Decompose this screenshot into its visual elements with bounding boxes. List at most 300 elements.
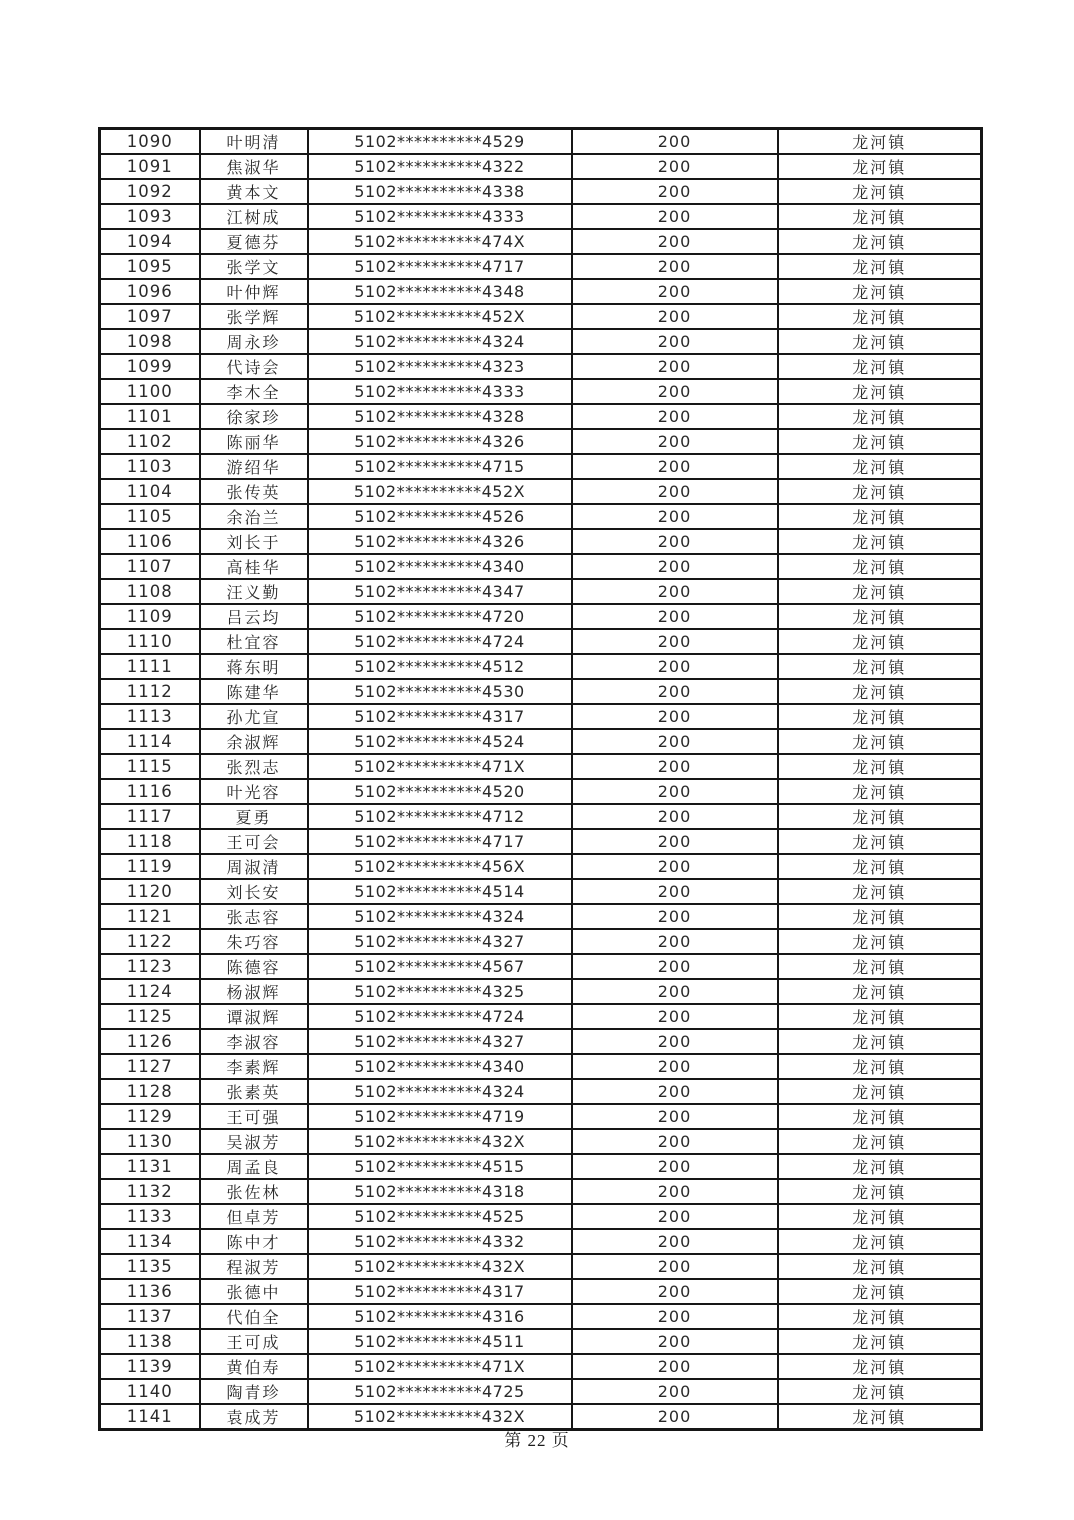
cell-name: 张学辉 (200, 304, 308, 329)
cell-serial-number: 1121 (100, 904, 200, 929)
cell-id-number: 5102**********4333 (308, 379, 572, 404)
table-row (100, 754, 982, 779)
cell-name: 杨淑辉 (200, 979, 308, 1004)
cell-id-number: 5102**********471X (308, 1354, 572, 1379)
cell-town: 龙河镇 (778, 479, 982, 504)
cell-town: 龙河镇 (778, 879, 982, 904)
cell-amount: 200 (572, 829, 778, 854)
cell-name: 黄伯寿 (200, 1354, 308, 1379)
cell-serial-number: 1098 (100, 329, 200, 354)
cell-name: 夏勇 (200, 804, 308, 829)
cell-name: 陶青珍 (200, 1379, 308, 1404)
cell-name: 周淑清 (200, 854, 308, 879)
cell-name: 余治兰 (200, 504, 308, 529)
cell-name: 王可成 (200, 1329, 308, 1354)
cell-id-number: 5102**********4328 (308, 404, 572, 429)
cell-town: 龙河镇 (778, 354, 982, 379)
cell-town: 龙河镇 (778, 954, 982, 979)
cell-name: 张素英 (200, 1079, 308, 1104)
cell-town: 龙河镇 (778, 1079, 982, 1104)
table-row (100, 429, 982, 454)
table-row (100, 879, 982, 904)
cell-serial-number: 1131 (100, 1154, 200, 1179)
cell-town: 龙河镇 (778, 1404, 982, 1430)
cell-amount: 200 (572, 554, 778, 579)
cell-town: 龙河镇 (778, 604, 982, 629)
cell-id-number: 5102**********4720 (308, 604, 572, 629)
cell-amount: 200 (572, 1079, 778, 1104)
cell-amount: 200 (572, 1254, 778, 1279)
table-row (100, 379, 982, 404)
cell-town: 龙河镇 (778, 329, 982, 354)
cell-serial-number: 1106 (100, 529, 200, 554)
cell-town: 龙河镇 (778, 129, 982, 155)
cell-amount: 200 (572, 604, 778, 629)
cell-id-number: 5102**********432X (308, 1404, 572, 1430)
cell-amount: 200 (572, 304, 778, 329)
table-row (100, 1229, 982, 1254)
cell-id-number: 5102**********4526 (308, 504, 572, 529)
cell-town: 龙河镇 (778, 1254, 982, 1279)
cell-amount: 200 (572, 779, 778, 804)
cell-amount: 200 (572, 204, 778, 229)
cell-id-number: 5102**********432X (308, 1129, 572, 1154)
table-row (100, 954, 982, 979)
cell-amount: 200 (572, 904, 778, 929)
cell-serial-number: 1102 (100, 429, 200, 454)
table-row (100, 304, 982, 329)
cell-id-number: 5102**********4338 (308, 179, 572, 204)
table-row (100, 204, 982, 229)
cell-id-number: 5102**********4529 (308, 129, 572, 155)
cell-town: 龙河镇 (778, 1379, 982, 1404)
cell-amount: 200 (572, 679, 778, 704)
cell-serial-number: 1138 (100, 1329, 200, 1354)
cell-town: 龙河镇 (778, 1229, 982, 1254)
table-row (100, 629, 982, 654)
cell-name: 刘长安 (200, 879, 308, 904)
cell-town: 龙河镇 (778, 629, 982, 654)
cell-town: 龙河镇 (778, 304, 982, 329)
cell-name: 徐家珍 (200, 404, 308, 429)
cell-town: 龙河镇 (778, 1179, 982, 1204)
cell-serial-number: 1137 (100, 1304, 200, 1329)
cell-id-number: 5102**********4525 (308, 1204, 572, 1229)
table-row (100, 1129, 982, 1154)
cell-town: 龙河镇 (778, 404, 982, 429)
cell-serial-number: 1134 (100, 1229, 200, 1254)
table-row (100, 554, 982, 579)
cell-id-number: 5102**********471X (308, 754, 572, 779)
cell-id-number: 5102**********4316 (308, 1304, 572, 1329)
table-row (100, 1179, 982, 1204)
cell-name: 代诗会 (200, 354, 308, 379)
cell-id-number: 5102**********4327 (308, 929, 572, 954)
cell-amount: 200 (572, 929, 778, 954)
cell-name: 李淑容 (200, 1029, 308, 1054)
table-row (100, 1329, 982, 1354)
cell-amount: 200 (572, 1354, 778, 1379)
cell-amount: 200 (572, 704, 778, 729)
cell-town: 龙河镇 (778, 154, 982, 179)
cell-town: 龙河镇 (778, 1304, 982, 1329)
cell-id-number: 5102**********4524 (308, 729, 572, 754)
cell-name: 黄本文 (200, 179, 308, 204)
table-row (100, 279, 982, 304)
cell-serial-number: 1110 (100, 629, 200, 654)
cell-serial-number: 1112 (100, 679, 200, 704)
cell-amount: 200 (572, 1379, 778, 1404)
cell-name: 游绍华 (200, 454, 308, 479)
cell-name: 孙尤宣 (200, 704, 308, 729)
table-row (100, 229, 982, 254)
cell-town: 龙河镇 (778, 179, 982, 204)
cell-town: 龙河镇 (778, 504, 982, 529)
table-row (100, 904, 982, 929)
cell-town: 龙河镇 (778, 1029, 982, 1054)
cell-id-number: 5102**********4715 (308, 454, 572, 479)
cell-serial-number: 1091 (100, 154, 200, 179)
cell-id-number: 5102**********474X (308, 229, 572, 254)
page-number: 第 22 页 (504, 1431, 570, 1450)
cell-town: 龙河镇 (778, 979, 982, 1004)
cell-serial-number: 1122 (100, 929, 200, 954)
cell-serial-number: 1125 (100, 1004, 200, 1029)
cell-town: 龙河镇 (778, 379, 982, 404)
table-row (100, 1054, 982, 1079)
cell-name: 高桂华 (200, 554, 308, 579)
cell-amount: 200 (572, 979, 778, 1004)
cell-town: 龙河镇 (778, 579, 982, 604)
cell-town: 龙河镇 (778, 679, 982, 704)
cell-town: 龙河镇 (778, 1329, 982, 1354)
cell-town: 龙河镇 (778, 754, 982, 779)
cell-town: 龙河镇 (778, 804, 982, 829)
table-row (100, 529, 982, 554)
table-row (100, 829, 982, 854)
cell-town: 龙河镇 (778, 729, 982, 754)
cell-town: 龙河镇 (778, 854, 982, 879)
table-row (100, 1029, 982, 1054)
cell-name: 吕云均 (200, 604, 308, 629)
cell-serial-number: 1095 (100, 254, 200, 279)
cell-amount: 200 (572, 1279, 778, 1304)
cell-serial-number: 1118 (100, 829, 200, 854)
beneficiary-table (98, 127, 983, 1431)
cell-town: 龙河镇 (778, 1354, 982, 1379)
cell-serial-number: 1096 (100, 279, 200, 304)
table-row (100, 1279, 982, 1304)
cell-name: 蒋东明 (200, 654, 308, 679)
cell-name: 张烈志 (200, 754, 308, 779)
cell-id-number: 5102**********4317 (308, 1279, 572, 1304)
cell-amount: 200 (572, 654, 778, 679)
cell-id-number: 5102**********4724 (308, 629, 572, 654)
cell-town: 龙河镇 (778, 279, 982, 304)
cell-serial-number: 1104 (100, 479, 200, 504)
cell-serial-number: 1130 (100, 1129, 200, 1154)
cell-serial-number: 1116 (100, 779, 200, 804)
cell-amount: 200 (572, 1129, 778, 1154)
cell-serial-number: 1111 (100, 654, 200, 679)
table-row (100, 579, 982, 604)
cell-serial-number: 1126 (100, 1029, 200, 1054)
cell-amount: 200 (572, 429, 778, 454)
cell-amount: 200 (572, 1104, 778, 1129)
cell-town: 龙河镇 (778, 254, 982, 279)
cell-id-number: 5102**********4725 (308, 1379, 572, 1404)
cell-name: 代伯全 (200, 1304, 308, 1329)
cell-name: 王可会 (200, 829, 308, 854)
table-row (100, 1004, 982, 1029)
cell-amount: 200 (572, 404, 778, 429)
cell-serial-number: 1090 (100, 129, 200, 155)
cell-name: 周孟良 (200, 1154, 308, 1179)
table-row (100, 854, 982, 879)
cell-town: 龙河镇 (778, 654, 982, 679)
cell-serial-number: 1094 (100, 229, 200, 254)
cell-id-number: 5102**********4323 (308, 354, 572, 379)
cell-town: 龙河镇 (778, 1129, 982, 1154)
table-row (100, 1254, 982, 1279)
cell-amount: 200 (572, 754, 778, 779)
cell-serial-number: 1127 (100, 1054, 200, 1079)
cell-name: 叶明清 (200, 129, 308, 155)
cell-serial-number: 1139 (100, 1354, 200, 1379)
cell-amount: 200 (572, 479, 778, 504)
cell-amount: 200 (572, 1329, 778, 1354)
cell-name: 袁成芳 (200, 1404, 308, 1430)
cell-town: 龙河镇 (778, 229, 982, 254)
cell-id-number: 5102**********4512 (308, 654, 572, 679)
cell-amount: 200 (572, 629, 778, 654)
cell-amount: 200 (572, 579, 778, 604)
cell-id-number: 5102**********4324 (308, 904, 572, 929)
cell-name: 焦淑华 (200, 154, 308, 179)
cell-serial-number: 1120 (100, 879, 200, 904)
cell-amount: 200 (572, 129, 778, 155)
cell-town: 龙河镇 (778, 429, 982, 454)
cell-serial-number: 1108 (100, 579, 200, 604)
cell-name: 但卓芳 (200, 1204, 308, 1229)
beneficiary-table-body (100, 129, 982, 1430)
cell-id-number: 5102**********4322 (308, 154, 572, 179)
cell-amount: 200 (572, 1404, 778, 1430)
table-row (100, 1079, 982, 1104)
cell-serial-number: 1133 (100, 1204, 200, 1229)
cell-serial-number: 1117 (100, 804, 200, 829)
cell-id-number: 5102**********4515 (308, 1154, 572, 1179)
cell-name: 叶仲辉 (200, 279, 308, 304)
table-row (100, 354, 982, 379)
table-row (100, 1204, 982, 1229)
cell-id-number: 5102**********4324 (308, 1079, 572, 1104)
cell-name: 张德中 (200, 1279, 308, 1304)
cell-id-number: 5102**********4717 (308, 829, 572, 854)
cell-id-number: 5102**********4567 (308, 954, 572, 979)
table-row (100, 1104, 982, 1129)
cell-name: 余淑辉 (200, 729, 308, 754)
cell-name: 吴淑芳 (200, 1129, 308, 1154)
cell-name: 汪义勤 (200, 579, 308, 604)
cell-id-number: 5102**********4318 (308, 1179, 572, 1204)
cell-town: 龙河镇 (778, 1004, 982, 1029)
cell-id-number: 5102**********4333 (308, 204, 572, 229)
cell-amount: 200 (572, 504, 778, 529)
cell-serial-number: 1135 (100, 1254, 200, 1279)
cell-amount: 200 (572, 1179, 778, 1204)
table-row (100, 804, 982, 829)
cell-serial-number: 1128 (100, 1079, 200, 1104)
cell-town: 龙河镇 (778, 454, 982, 479)
cell-amount: 200 (572, 529, 778, 554)
table-row (100, 679, 982, 704)
table-row (100, 1354, 982, 1379)
cell-name: 夏德芬 (200, 229, 308, 254)
cell-amount: 200 (572, 1204, 778, 1229)
cell-town: 龙河镇 (778, 1104, 982, 1129)
cell-id-number: 5102**********4520 (308, 779, 572, 804)
cell-name: 王可强 (200, 1104, 308, 1129)
cell-name: 杜宜容 (200, 629, 308, 654)
cell-town: 龙河镇 (778, 529, 982, 554)
cell-amount: 200 (572, 454, 778, 479)
cell-serial-number: 1113 (100, 704, 200, 729)
cell-name: 陈建华 (200, 679, 308, 704)
cell-name: 张志容 (200, 904, 308, 929)
cell-town: 龙河镇 (778, 1279, 982, 1304)
table-row (100, 704, 982, 729)
cell-amount: 200 (572, 954, 778, 979)
cell-name: 江树成 (200, 204, 308, 229)
cell-town: 龙河镇 (778, 1154, 982, 1179)
cell-serial-number: 1136 (100, 1279, 200, 1304)
cell-id-number: 5102**********4724 (308, 1004, 572, 1029)
cell-id-number: 5102**********4514 (308, 879, 572, 904)
table-row (100, 729, 982, 754)
table-row (100, 479, 982, 504)
cell-id-number: 5102**********4326 (308, 529, 572, 554)
cell-serial-number: 1140 (100, 1379, 200, 1404)
table-row (100, 404, 982, 429)
cell-serial-number: 1092 (100, 179, 200, 204)
cell-name: 陈德容 (200, 954, 308, 979)
cell-name: 叶光容 (200, 779, 308, 804)
cell-id-number: 5102**********4327 (308, 1029, 572, 1054)
table-row (100, 129, 982, 155)
cell-name: 李木全 (200, 379, 308, 404)
cell-amount: 200 (572, 154, 778, 179)
cell-serial-number: 1107 (100, 554, 200, 579)
cell-id-number: 5102**********452X (308, 479, 572, 504)
cell-serial-number: 1109 (100, 604, 200, 629)
cell-id-number: 5102**********4325 (308, 979, 572, 1004)
cell-serial-number: 1101 (100, 404, 200, 429)
cell-amount: 200 (572, 254, 778, 279)
cell-amount: 200 (572, 854, 778, 879)
cell-town: 龙河镇 (778, 704, 982, 729)
cell-serial-number: 1132 (100, 1179, 200, 1204)
cell-town: 龙河镇 (778, 904, 982, 929)
cell-amount: 200 (572, 1154, 778, 1179)
table-row (100, 504, 982, 529)
table-row (100, 179, 982, 204)
table-row (100, 329, 982, 354)
table-row (100, 1304, 982, 1329)
cell-name: 张传英 (200, 479, 308, 504)
cell-serial-number: 1114 (100, 729, 200, 754)
cell-name: 周永珍 (200, 329, 308, 354)
cell-town: 龙河镇 (778, 554, 982, 579)
table-row (100, 154, 982, 179)
cell-serial-number: 1129 (100, 1104, 200, 1129)
cell-serial-number: 1100 (100, 379, 200, 404)
cell-serial-number: 1097 (100, 304, 200, 329)
cell-id-number: 5102**********432X (308, 1254, 572, 1279)
cell-id-number: 5102**********4324 (308, 329, 572, 354)
cell-amount: 200 (572, 354, 778, 379)
cell-amount: 200 (572, 279, 778, 304)
cell-town: 龙河镇 (778, 829, 982, 854)
cell-id-number: 5102**********4347 (308, 579, 572, 604)
cell-name: 李素辉 (200, 1054, 308, 1079)
cell-id-number: 5102**********4511 (308, 1329, 572, 1354)
cell-serial-number: 1119 (100, 854, 200, 879)
cell-id-number: 5102**********4317 (308, 704, 572, 729)
cell-name: 陈中才 (200, 1229, 308, 1254)
cell-serial-number: 1123 (100, 954, 200, 979)
cell-id-number: 5102**********4332 (308, 1229, 572, 1254)
cell-id-number: 5102**********456X (308, 854, 572, 879)
cell-name: 朱巧容 (200, 929, 308, 954)
cell-id-number: 5102**********4340 (308, 1054, 572, 1079)
cell-name: 谭淑辉 (200, 1004, 308, 1029)
cell-id-number: 5102**********4348 (308, 279, 572, 304)
cell-amount: 200 (572, 1029, 778, 1054)
cell-id-number: 5102**********452X (308, 304, 572, 329)
table-row (100, 929, 982, 954)
cell-town: 龙河镇 (778, 929, 982, 954)
cell-name: 张学文 (200, 254, 308, 279)
cell-id-number: 5102**********4717 (308, 254, 572, 279)
table-row (100, 254, 982, 279)
cell-serial-number: 1093 (100, 204, 200, 229)
cell-amount: 200 (572, 804, 778, 829)
table-row (100, 604, 982, 629)
cell-serial-number: 1141 (100, 1404, 200, 1430)
cell-amount: 200 (572, 379, 778, 404)
cell-amount: 200 (572, 1229, 778, 1254)
cell-amount: 200 (572, 879, 778, 904)
cell-serial-number: 1103 (100, 454, 200, 479)
table-row (100, 654, 982, 679)
cell-amount: 200 (572, 1304, 778, 1329)
table-row (100, 979, 982, 1004)
cell-name: 陈丽华 (200, 429, 308, 454)
cell-amount: 200 (572, 1004, 778, 1029)
cell-name: 张佐林 (200, 1179, 308, 1204)
cell-amount: 200 (572, 179, 778, 204)
table-row (100, 1379, 982, 1404)
cell-serial-number: 1115 (100, 754, 200, 779)
cell-amount: 200 (572, 329, 778, 354)
cell-id-number: 5102**********4530 (308, 679, 572, 704)
cell-amount: 200 (572, 229, 778, 254)
cell-town: 龙河镇 (778, 1054, 982, 1079)
cell-id-number: 5102**********4719 (308, 1104, 572, 1129)
cell-id-number: 5102**********4340 (308, 554, 572, 579)
cell-name: 程淑芳 (200, 1254, 308, 1279)
